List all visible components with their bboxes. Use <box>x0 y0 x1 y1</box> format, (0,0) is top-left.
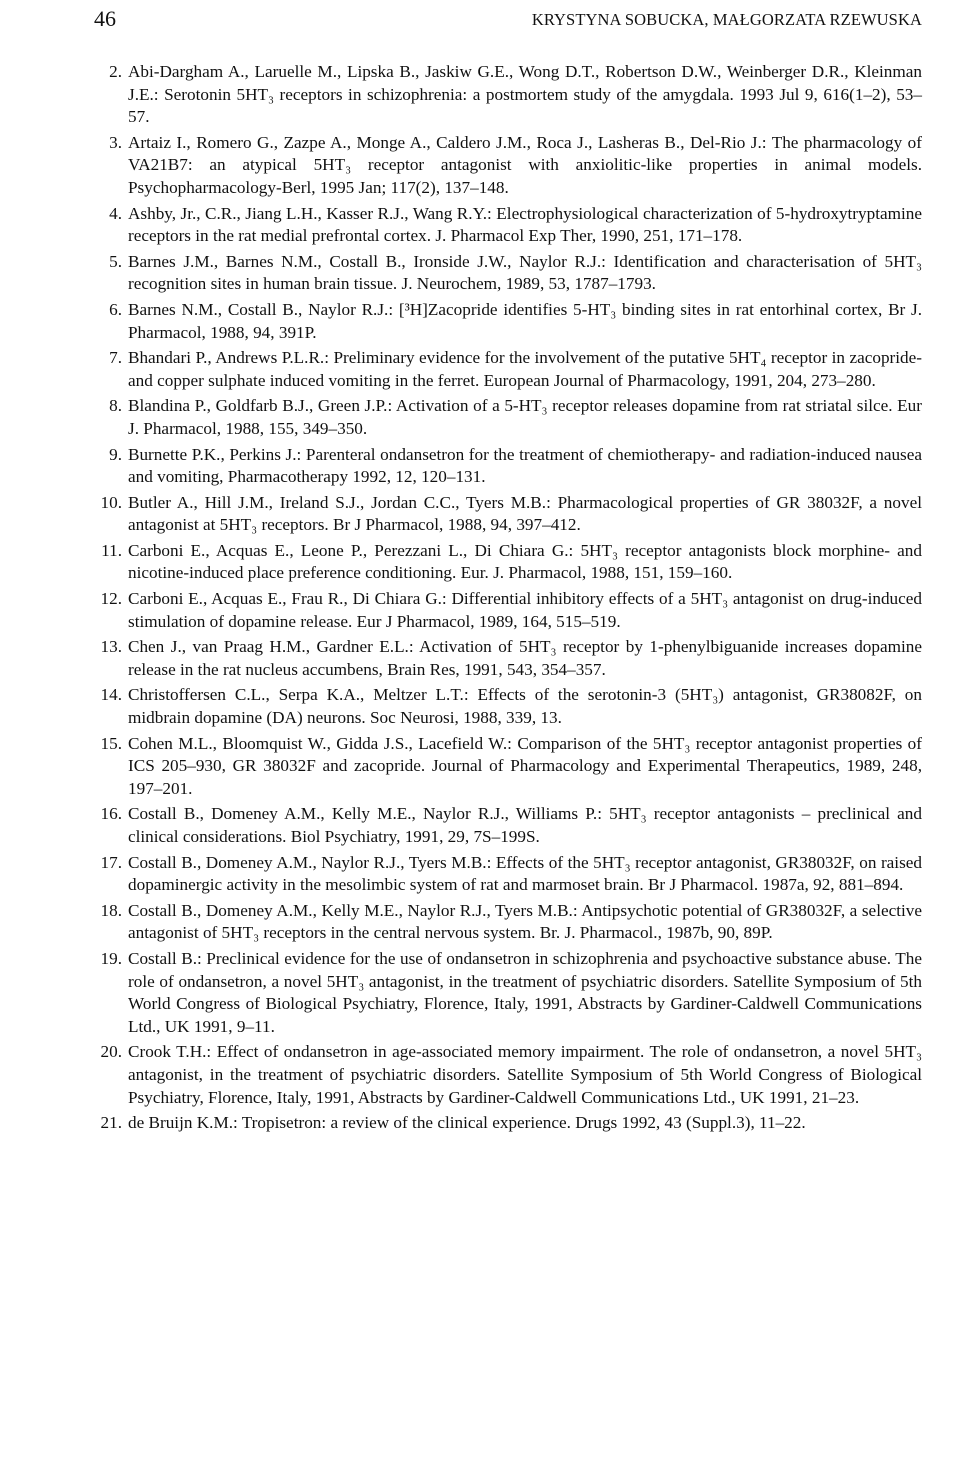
reference-number: 15. <box>100 733 122 753</box>
reference-number: 12. <box>100 589 122 609</box>
reference-item <box>101 540 922 585</box>
reference-item <box>109 395 922 440</box>
reference-number: 18. <box>100 900 122 920</box>
running-head: KRYSTYNA SOBUCKA, MAŁGORZATA RZEWUSKA <box>531 10 922 29</box>
reference-number: 2. <box>109 62 122 81</box>
reference-text: Bhandari P., Andrews P.L.R.: Preliminary evidence for the involvement of the putative 5HT₄ receptor in zacopride- and copper sulphate induced vomiting in the ferret. European Journal of Pharmacology, 1991, 204, 273–280. <box>128 348 922 390</box>
reference-item <box>100 636 922 681</box>
reference-item <box>109 251 922 296</box>
reference-item <box>100 733 922 801</box>
reference-text: Barnes J.M., Barnes N.M., Costall B., Ironside J.W., Naylor R.J.: Identification and characterisation of 5HT₃ recognition sites in human brain tissue. J. Neurochem, 1989, 53, 1787–1793. <box>128 251 922 294</box>
reference-text: Costall B., Domeney A.M., Naylor R.J., Tyers M.B.: Effects of the 5HT₃ receptor antagonist, GR38032F, on raised dopaminergic activity in the mesolimbic system of rat and marmoset brain. Br J Pharmacol. 1987a, 92, 881–894. <box>128 852 922 895</box>
reference-text: de Bruijn K.M.: Tropisetron: a review of the clinical experience. Drugs 1992, 43 (Suppl.3), 11–22. <box>128 1113 806 1133</box>
reference-item <box>100 588 922 633</box>
reference-text: Costall B., Domeney A.M., Kelly M.E., Naylor R.J., Tyers M.B.: Antipsychotic potential of GR38032F, a selective antagonist of 5HT₃ receptors in the central nervous system. Br. J. Pharmacol., 1987b, 90, 89P. <box>128 900 922 943</box>
reference-item <box>100 1041 922 1109</box>
reference-number: 13. <box>100 637 122 657</box>
reference-item <box>109 299 922 344</box>
reference-number: 10. <box>100 492 122 512</box>
reference-text: Ashby, Jr., C.R., Jiang L.H., Kasser R.J., Wang R.Y.: Electrophysiological characterization of 5-hydroxytryptamine receptors in the rat medial prefrontal cortex. J. Pharmacol Exp Ther, 1990, 251, 171–178. <box>128 203 922 246</box>
reference-item <box>109 347 922 392</box>
reference-number: 20. <box>100 1042 122 1062</box>
reference-item <box>100 900 922 945</box>
reference-text: Christoffersen C.L., Serpa K.A., Meltzer L.T.: Effects of the serotonin-3 (5HT₃) antagonist, GR38082F, on midbrain dopamine (DA) neurons. Soc Neurosi, 1988, 339, 13. <box>128 685 922 728</box>
reference-number: 21. <box>100 1113 122 1133</box>
reference-text: Barnes N.M., Costall B., Naylor R.J.: [³H]Zacopride identifies 5-HT₃ binding sites in rat entorhinal cortex, Br J. Pharmacol, 1988, 94, 391P. <box>128 299 922 342</box>
reference-number: 16. <box>100 804 122 824</box>
reference-text: Cohen M.L., Bloomquist W., Gidda J.S., Lacefield W.: Comparison of the 5HT₃ receptor antagonist properties of ICS 205–930, GR 38032F and zacopride. Journal of Pharmacology and Experimental Therapeutics, 1989, 248, 197–201. <box>128 733 922 798</box>
reference-text: Costall B.: Preclinical evidence for the use of ondansetron in schizophrenia and psychoactive substance abuse. The role of ondansetron, a novel 5HT₃ antagonist, in the treatment of psychiatric disorders. Satellite Symposium of 5th World Congress of Biological Psychiatry, Florence, Italy, 1991, Abstracts by Gardiner-Caldwell Communications Ltd., UK 1991, 9–11. <box>128 948 922 1036</box>
reference-item <box>109 203 922 248</box>
reference-number: 5. <box>109 251 122 271</box>
reference-number: 3. <box>109 132 122 152</box>
reference-number: 11. <box>101 540 122 560</box>
reference-text: Costall B., Domeney A.M., Kelly M.E., Naylor R.J., Williams P.: 5HT₃ receptor antagonists – preclinical and clinical considerations. Biol Psychiatry, 1991, 29, 7S–199S. <box>128 804 922 846</box>
reference-item <box>109 444 922 489</box>
reference-text: Burnette P.K., Perkins J.: Parenteral ondansetron for the treatment of chemiotherapy- and radiation-induced nausea and vomiting, Pharmacotherapy 1992, 12, 120–131. <box>128 444 922 487</box>
reference-number: 8. <box>109 396 122 416</box>
reference-number: 9. <box>109 444 122 464</box>
reference-text: Carboni E., Acquas E., Leone P., Perezzani L., Di Chiara G.: 5HT₃ receptor antagonists block morphine- and nicotine-induced place preference conditioning. Eur. J. Pharmacol, 1988, 151, 159–160. <box>128 540 922 583</box>
reference-number: 7. <box>109 348 122 368</box>
reference-text: Abi-Dargham A., Laruelle M., Lipska B., Jaskiw G.E., Wong D.T., Robertson D.W., Weinberger D.R., Kleinman J.E.: Serotonin 5HT₃ receptors in schizophrenia: a postmortem study of the amygdala. 1993 Jul 9, 616(1–2), 53–57. <box>128 62 922 127</box>
reference-number: 4. <box>109 203 122 223</box>
reference-item <box>100 948 922 1038</box>
reference-item <box>109 132 922 200</box>
page-number: 46 <box>94 6 116 31</box>
reference-item <box>100 852 922 897</box>
reference-text: Crook T.H.: Effect of ondansetron in age-associated memory impairment. The role of ondansetron, a novel 5HT₃ antagonist, in the treatment of psychiatric disorders. Satellite Symposium of 5th World Congress of Biological Psychiatry, Florence, Italy, 1991, Abstracts by Gardiner-Caldwell Communications Ltd., UK 1991, 21–23. <box>128 1042 922 1107</box>
reference-text: Carboni E., Acquas E., Frau R., Di Chiara G.: Differential inhibitory effects of a 5HT₃ antagonist on drug-induced stimulation of dopamine release. Eur J Pharmacol, 1989, 164, 515–519. <box>128 589 922 631</box>
reference-text: Blandina P., Goldfarb B.J., Green J.P.: Activation of a 5-HT₃ receptor releases dopamine from rat striatal silce. Eur J. Pharmacol, 1988, 155, 349–350. <box>128 396 922 438</box>
page-header <box>94 6 922 36</box>
reference-number: 17. <box>100 852 122 872</box>
reference-text: Butler A., Hill J.M., Ireland S.J., Jordan C.C., Tyers M.B.: Pharmacological properties of GR 38032F, a novel antagonist at 5HT₃ receptors. Br J Pharmacol, 1988, 94, 397–412. <box>128 492 922 535</box>
reference-text: Artaiz I., Romero G., Zazpe A., Monge A., Caldero J.M., Roca J., Lasheras B., Del-Rio J.: The pharmacology of VA21B7: an atypical 5HT₃ receptor antagonist with anxiolitic-like properties in animal models. Psychopharmacology-Berl, 1995 Jan; 117(2), 137–148. <box>128 132 922 197</box>
reference-text: Chen J., van Praag H.M., Gardner E.L.: Activation of 5HT₃ receptor by 1-phenylbiguanide increases dopamine release in the rat nucleus accumbens, Brain Res, 1991, 543, 354–357. <box>128 637 922 679</box>
reference-number: 6. <box>109 299 122 319</box>
reference-item <box>100 492 922 537</box>
reference-number: 14. <box>100 685 122 705</box>
reference-item <box>100 1112 922 1135</box>
reference-item <box>100 684 922 729</box>
reference-item <box>109 61 922 129</box>
reference-list <box>100 61 922 1138</box>
reference-item <box>100 803 922 848</box>
reference-number: 19. <box>100 948 122 968</box>
